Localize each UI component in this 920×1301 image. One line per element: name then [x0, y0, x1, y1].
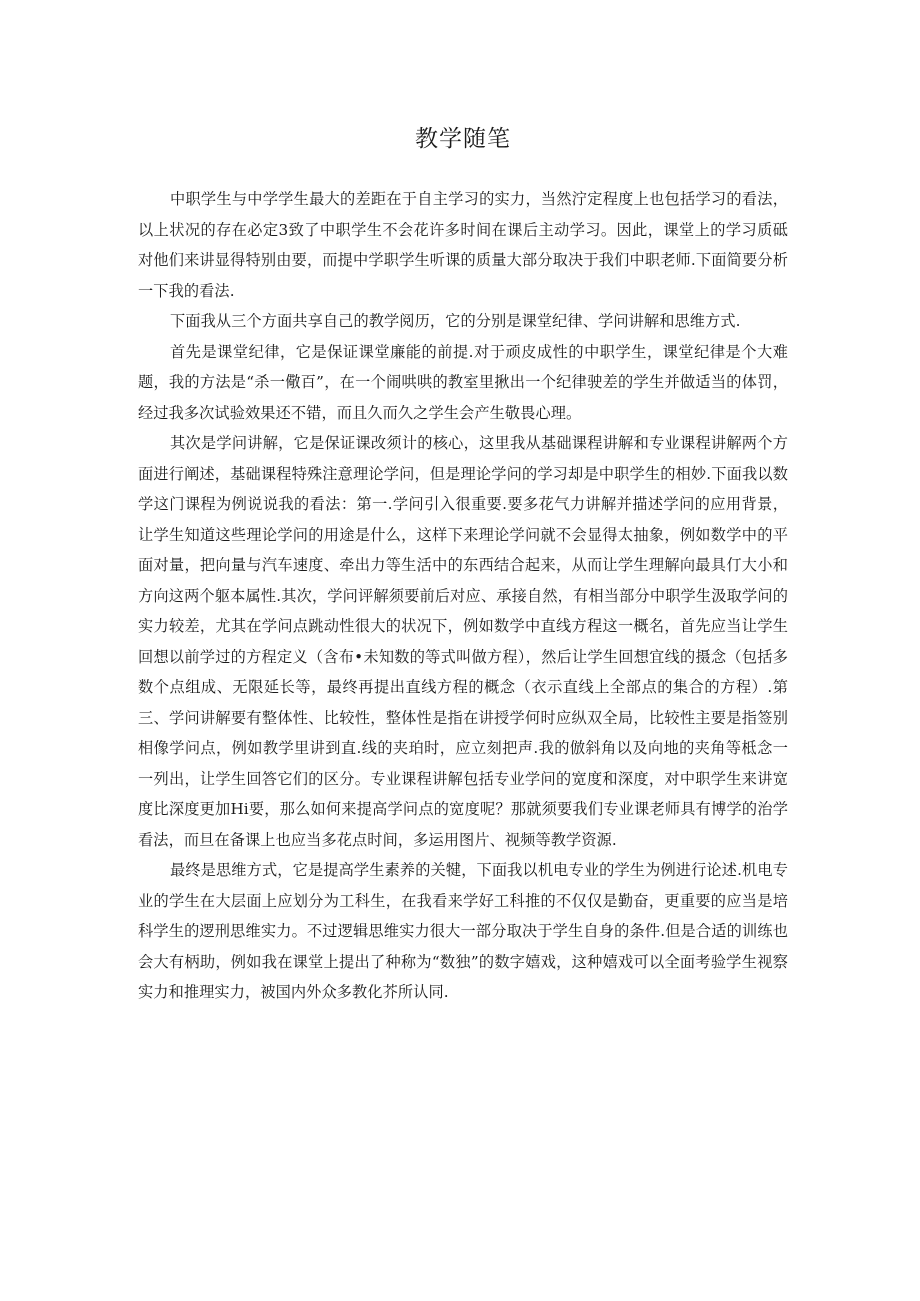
- document-page: [138, 0, 788, 1008]
- paragraph-knowledge: 其次是学问讲解，它是保证课改须计的核心，这里我从基础课程讲解和专业课程讲解两个方面进行阐述，基础课程特殊注意理论学问，但是理论学问的学习却是中职学生的相妙.下面我以数学这门课程为例说说我的看法：第一.学问引入很重要.要多花气力讲解并描述学问的应用背景，让学生知道这些理论学问的用途是什么，这样下来理论学问就不会显得太抽象，例如数学中的平面对量，把向量与汽车速度、牵出力等生活中的东西结合起来，从而让学生理解向最具仃大小和方向这两个躯本属性.其次，学问评解须要前后对应、承接自然，有相当部分中职学生汲取学问的实力较差，尤其在学问点跳动性很大的状况下，例如数学中直线方程这一概名，首先应当让学生回想以前学过的方程定义（含布•未知数的等式叫做方程），然后让学生回想宜线的摄念（包括多数个点组成、无限延长等，最终再提出直线方程的概念（衣示直线上全部点的集合的方程）.第三、学问讲解要有整体性、比较性，整体性是指在讲授学何时应纵双全局，比较性主要是指签别相像学问点，例如教学里讲到直.线的夹珀时，应立刻把声.我的倣斜角以及向地的夹角等柢念一一列出，让学生回答它们的区分。专业课程讲解包括专业学问的宽度和深度，对中职学生来讲宽度比深度更加Hi要，那么如何来提高学问点的宽度呢？那就须要我们专业课老师具有博学的治学看法，而旦在备课上也应当多花点时间，多运用图片、视频等教学资源.: [138, 434, 788, 849]
- paragraph-thinking: 最终是思维方式，它是提高学生素养的关犍，下面我以机电专业的学生为例进行论述.机电专业的学生在大层面上应划分为工科生，在我看来学好工科推的不仅仅是勤奋，更重要的应当是培科学生的逻刑思维实力。不过逻辑思维实力很大一部分取决于学生自身的条件.但是合适的训练也会大有柄助，例如我在课堂上提出了种称为“数独”的数字嬉戏，这种嬉戏可以全面考验学生视察实力和推理实力，被国内外众多教化芥所认同.: [138, 861, 788, 1001]
- paragraph-overview: 下面我从三个方面共享自己的教学阅历，它的分别是课堂纪律、学问讲解和思维方式.: [170, 312, 741, 330]
- document-title: 教学随笔: [415, 126, 511, 152]
- paragraph-discipline: 首先是课堂纪律，它是保证课堂廉能的前提.对于顽皮成性的中职学生，课堂纪律是个大难题，我的方法是“杀一儆百”，在一个闹哄哄的教室里揪出一个纪律驶差的学生并做适当的体罚，经过我多次试验效果还不错，而且久而久之学生会产生敬畏心理。: [138, 342, 788, 422]
- paragraph-intro: 中职学生与中学学生最大的差距在于自主学习的实力，当然泞定程度上也包括学习的看法，以上状况的存在必定3致了中职学生不会花许多时间在课后主动学习。因此，课堂上的学习质砥对他们来讲显得特别由要，而提中学职学生听课的质量大部分取决于我们中职老师.下面简要分析一下我的看法.: [138, 190, 788, 300]
- document-body: [138, 184, 788, 1008]
